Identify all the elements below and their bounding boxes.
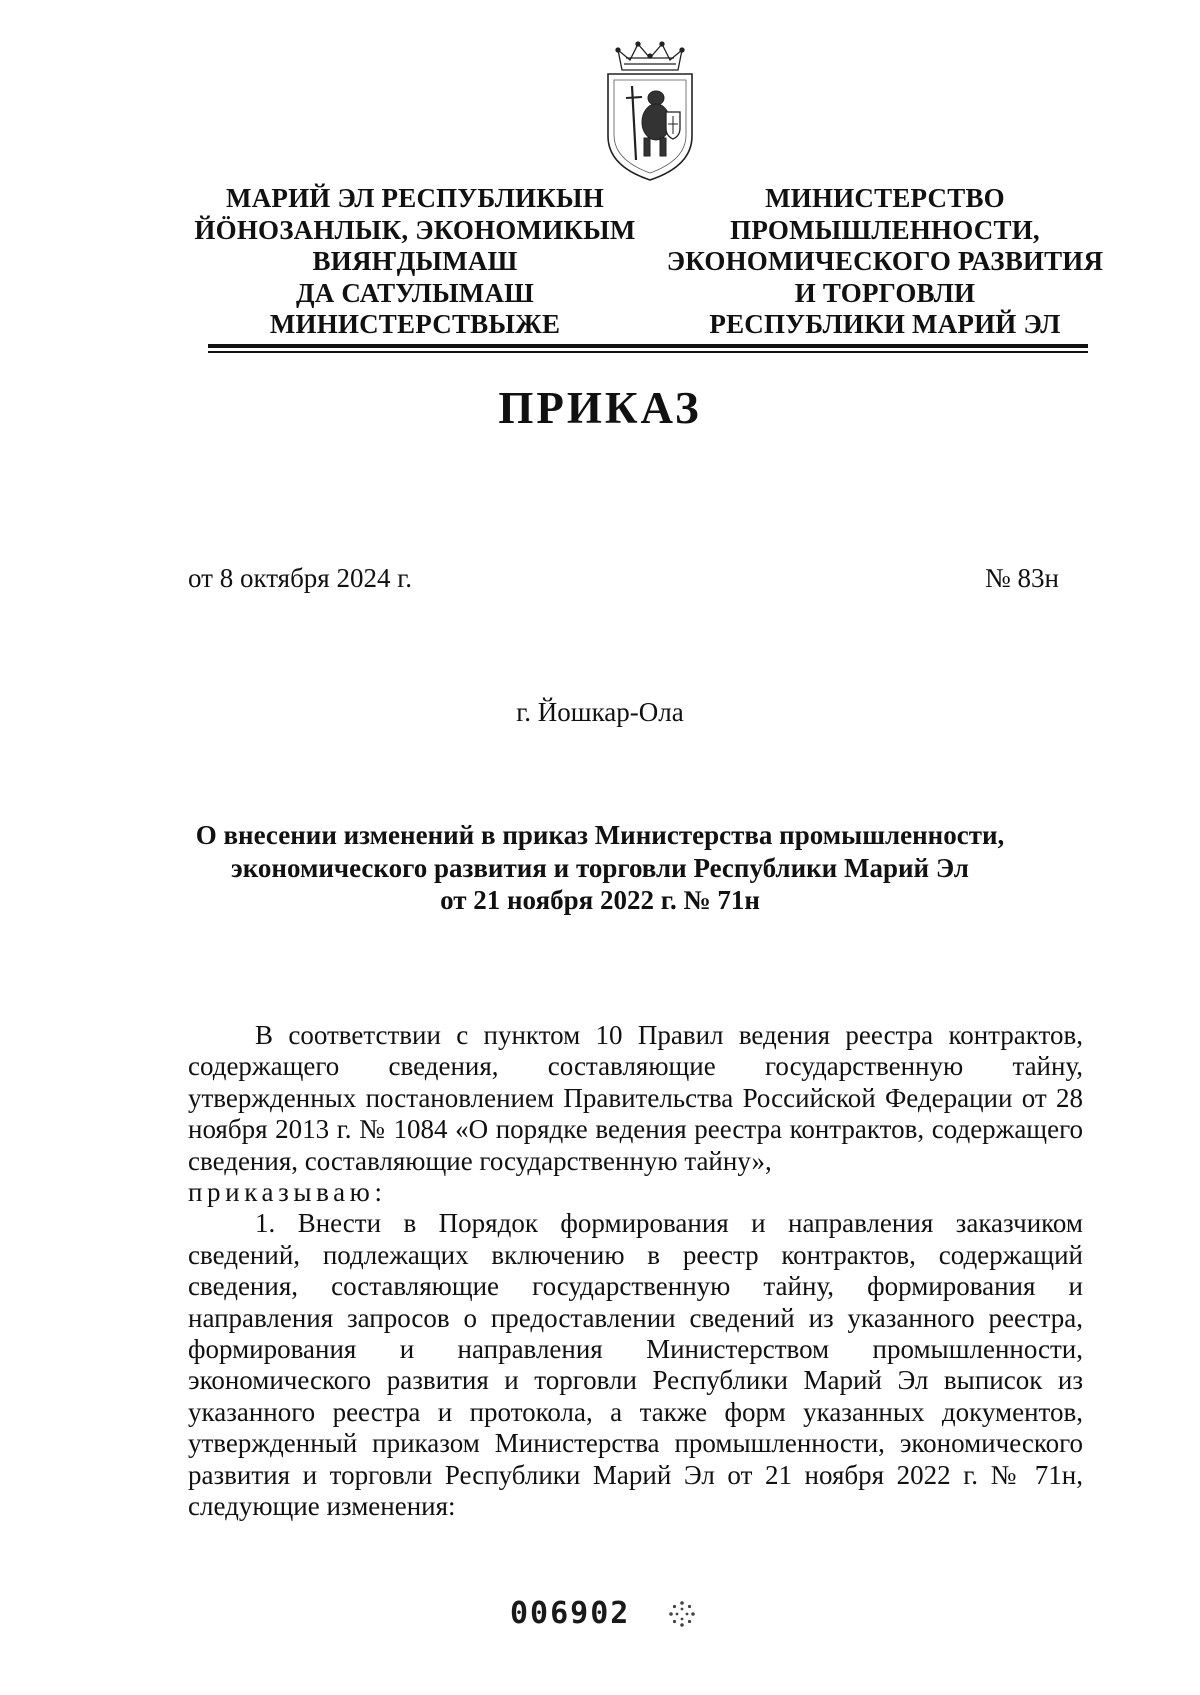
header-divider-thin [208,351,1088,353]
document-date: от 8 октября 2024 г. [188,563,413,593]
header-left-ministry-name [190,183,640,341]
header-right-line: ЭКОНОМИЧЕСКОГО РАЗВИТИЯ [666,246,1104,276]
header-left-line: ЙӦНОЗАНЛЫК, ЭКОНОМИКЫМ [194,214,636,245]
subject-line: от 21 ноября 2022 г. № 71н [440,885,760,915]
header-left-line: МИНИСТЕРСТВЫЖЕ [269,309,561,339]
header-divider-thick [208,344,1088,348]
subject-line: экономического развития и торговли Республики Марий Эл [231,852,969,883]
body-preamble: В соответствии с пунктом 10 Правил ведения реестра контрактов, содержащего сведения, составляющие государственную тайну, утвержденных постановлением Правительства Российской Федерации от 28 ноября 2013 г. № 1084 «О порядке ведения реестра контрактов, содержащего сведения, составляющие государственную тайну», [188,1020,1083,1176]
subject-line: О внесении изменений в приказ Министерства промышленности, [195,820,1005,850]
coat-of-arms-icon [600,40,700,182]
header-left-line: МАРИЙ ЭЛ РЕСПУБЛИКЫН [226,183,604,213]
header-right-line: МИНИСТЕРСТВО [765,183,1005,213]
header-right-ministry-name [660,183,1110,341]
document-title: ПРИКАЗ [498,383,702,433]
document-subject [150,819,1050,917]
header-right-line: ПРОМЫШЛЕННОСТИ, [730,214,1040,245]
document-city: г. Йошкар-Ола [516,697,684,727]
header-right-line: РЕСПУБЛИКИ МАРИЙ ЭЛ [709,309,1061,339]
header-left-line: ВИЯҤДЫМАШ [312,246,518,276]
header-left-line: ДА САТУЛЫМАШ [295,277,535,308]
document-number: № 83н [985,563,1059,593]
body-item-1: 1. Внести в Порядок формирования и направления заказчиком сведений, подлежащих включению в реестр контрактов, содержащий сведения, составляющие государственную тайну, формирования и направления запросов о предоставлении сведений из указанного реестра, формирования и направления Министерством промышленности, экономического развития и торговли Республики Марий Эл выписок из указанного реестра и протокола, а также форм указанных документов, утвержденный приказом Министерства промышленности, экономического развития и торговли Республики Марий Эл от 21 ноября 2022 г. № 71н, следующие изменения: [188,1208,1083,1522]
document-body [188,1020,1083,1523]
serial-number: 006902 [510,1596,631,1631]
header-right-line: И ТОРГОВЛИ [794,277,976,308]
asterisk-mark-icon [668,1600,696,1628]
body-order-word: приказываю: [188,1177,387,1208]
